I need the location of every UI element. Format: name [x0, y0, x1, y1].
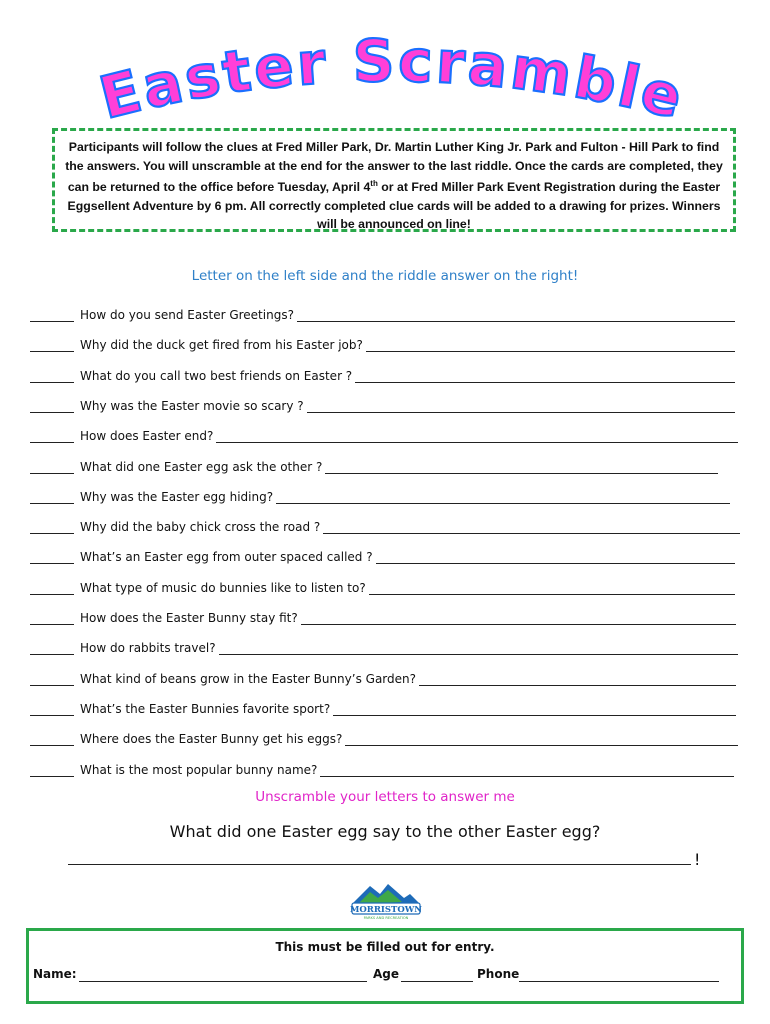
letter-blank[interactable]	[30, 610, 74, 625]
instructions-heading: Letter on the left side and the riddle answer on the right!	[191, 268, 579, 284]
answer-blank[interactable]	[355, 368, 735, 383]
final-answer-line	[68, 864, 691, 865]
riddle-question: Why did the baby chick cross the road ?	[80, 520, 321, 535]
letter-blank[interactable]	[30, 519, 74, 534]
riddle-question: Why was the Easter movie so scary ?	[80, 398, 304, 413]
riddle-question: Why was the Easter egg hiding?	[80, 489, 274, 504]
letter-blank[interactable]	[30, 307, 74, 322]
age-label: Age	[373, 967, 400, 981]
riddle-row	[30, 542, 735, 564]
letter-blank[interactable]	[30, 640, 74, 655]
entry-note: This must be filled out for entry.	[275, 940, 495, 954]
letter-blank[interactable]	[30, 580, 74, 595]
letter-blank[interactable]	[30, 489, 74, 504]
phone-field[interactable]	[519, 981, 719, 982]
letter-blank[interactable]	[30, 398, 74, 413]
riddle-row	[30, 633, 738, 655]
name-label: Name:	[33, 967, 77, 981]
answer-blank[interactable]	[301, 610, 736, 625]
answer-blank[interactable]	[323, 519, 740, 534]
page-title	[0, 30, 770, 120]
riddle-row	[30, 391, 735, 413]
letter-blank[interactable]	[30, 368, 74, 383]
intro-text: Participants will follow the clues at Fred Miller Park, Dr. Martin Luther King Jr. Park and Fulton - Hill Park to find the answers. You will unscramble at the end for the answer to the last riddle. Once the cards are completed, they can be returned to the office before Tuesday, April 4th or at Fred Miller Park Event Registration during the Easter Eggsellent Adventure by 6 pm. All correctly completed clue cards will be added to a drawing for prizes. Winners will be announced on line!	[65, 140, 723, 232]
riddle-question: What’s an Easter egg from outer spaced called ?	[80, 550, 373, 565]
unscramble-heading: Unscramble your letters to answer me	[255, 789, 515, 805]
riddle-row	[30, 573, 735, 595]
letter-blank[interactable]	[30, 549, 74, 564]
riddle-row	[30, 512, 740, 534]
title-text: Easter Scramble	[92, 30, 692, 120]
riddle-row	[30, 755, 734, 777]
answer-blank[interactable]	[333, 701, 736, 716]
riddle-row	[30, 361, 735, 383]
answer-blank[interactable]	[307, 398, 735, 413]
entry-form	[26, 928, 744, 1004]
riddle-row	[30, 421, 738, 443]
letter-blank[interactable]	[30, 671, 74, 686]
answer-blank[interactable]	[419, 671, 736, 686]
riddle-question: What’s the Easter Bunnies favorite sport?	[80, 701, 331, 716]
riddle-row	[30, 694, 736, 716]
letter-blank[interactable]	[30, 428, 74, 443]
riddle-question: How do you send Easter Greetings?	[80, 308, 294, 322]
answer-blank[interactable]	[376, 549, 735, 564]
age-field[interactable]	[401, 981, 473, 982]
riddle-row	[30, 300, 735, 322]
riddle-question: How does the Easter Bunny stay fit?	[80, 611, 298, 625]
answer-blank[interactable]	[297, 307, 735, 322]
name-field[interactable]	[79, 981, 367, 982]
riddle-row	[30, 452, 718, 474]
riddle-question: What kind of beans grow in the Easter Bunny’s Garden?	[80, 671, 416, 686]
riddle-row	[30, 664, 736, 686]
letter-blank[interactable]	[30, 701, 74, 716]
riddle-question: What is the most popular bunny name?	[80, 762, 318, 777]
answer-blank[interactable]	[325, 459, 718, 474]
intro-box	[52, 128, 736, 232]
riddle-question: Where does the Easter Bunny get his eggs?	[80, 732, 343, 747]
answer-blank[interactable]	[320, 762, 734, 777]
riddle-question: How does Easter end?	[80, 429, 214, 444]
riddle-row	[30, 603, 736, 625]
letter-blank[interactable]	[30, 731, 74, 746]
final-question: What did one Easter egg say to the other Easter egg?	[169, 822, 601, 841]
riddle-question: How do rabbits travel?	[80, 641, 216, 656]
answer-blank[interactable]	[219, 640, 738, 655]
entry-fields	[33, 967, 733, 987]
final-exclamation: !	[694, 850, 701, 869]
answer-blank[interactable]	[369, 580, 735, 595]
riddle-question: What do you call two best friends on Easter ?	[80, 368, 353, 383]
answer-blank[interactable]	[345, 731, 738, 746]
final-answer-field[interactable]	[68, 850, 708, 870]
riddle-question: What did one Easter egg ask the other ?	[80, 459, 323, 474]
logo-tagline: PARKS AND RECREATION	[363, 916, 409, 920]
riddle-question: Why did the duck get fired from his Easter job?	[80, 338, 363, 353]
answer-blank[interactable]	[216, 428, 738, 443]
riddle-row	[30, 330, 735, 352]
riddle-question: What type of music do bunnies like to listen to?	[80, 580, 366, 595]
svg-text:Easter Scramble	[93, 30, 692, 120]
letter-blank[interactable]	[30, 459, 74, 474]
riddle-row	[30, 482, 730, 504]
phone-label: Phone	[477, 967, 520, 981]
logo-name: MORRISTOWN	[349, 905, 423, 915]
answer-blank[interactable]	[276, 489, 730, 504]
letter-blank[interactable]	[30, 762, 74, 777]
answer-blank[interactable]	[366, 337, 735, 352]
riddle-row	[30, 724, 738, 746]
letter-blank[interactable]	[30, 337, 74, 352]
morristown-logo	[348, 880, 424, 920]
